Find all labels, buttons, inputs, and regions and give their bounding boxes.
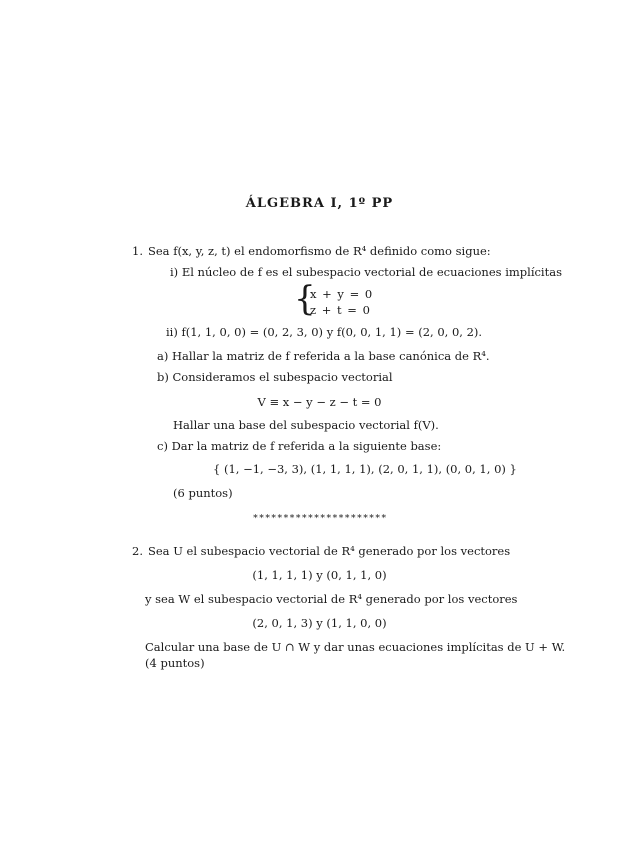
problem-2-number: 2. <box>132 544 143 558</box>
problem-1-number: 1. <box>132 244 143 258</box>
problem-2-points: (4 puntos) <box>145 656 205 670</box>
implicit-system-brace: { <box>294 279 316 319</box>
problem-1-part-c: c) Dar la matriz de f referida a la siguiente base: <box>157 439 442 453</box>
problem-2-question: Calcular una base de U ∩ W y dar unas ecuaciones implícitas de U + W. <box>145 640 566 654</box>
problem-1-part-a: a) Hallar la matriz de f referida a la base canónica de R⁴. <box>157 349 490 363</box>
problem-1-intro: Sea f(x, y, z, t) el endomorfismo de R⁴ definido como sigue: <box>148 244 491 258</box>
vectors-w: (2, 0, 1, 3) y (1, 1, 0, 0) <box>252 616 387 630</box>
separator-stars: ∗∗∗∗∗∗∗∗∗∗∗∗∗∗∗∗∗∗∗∗∗∗ <box>252 512 387 522</box>
problem-1-part-b-question: Hallar una base del subespacio vectorial f(V). <box>173 418 439 432</box>
subspace-v-equation: V ≡ x − y − z − t = 0 <box>257 395 382 409</box>
problem-1-condition-ii: ii) f(1, 1, 0, 0) = (0, 2, 3, 0) y f(0, 0, 1, 1) = (2, 0, 0, 2). <box>166 325 483 339</box>
problem-1-condition-i: i) El núcleo de f es el subespacio vectorial de ecuaciones implícitas <box>170 265 562 279</box>
problem-2-intro: Sea U el subespacio vectorial de R⁴ generado por los vectores <box>148 544 511 558</box>
basis-set: { (1, −1, −3, 3), (1, 1, 1, 1), (2, 0, 1, 1), (0, 0, 1, 0) } <box>213 462 517 476</box>
problem-1-part-b: b) Consideramos el subespacio vectorial <box>157 370 393 384</box>
vectors-u: (1, 1, 1, 1) y (0, 1, 1, 0) <box>252 568 387 582</box>
problem-1-points: (6 puntos) <box>173 486 233 500</box>
page-title: ÁLGEBRA I, 1º PP <box>245 196 394 211</box>
implicit-system-line-1: x + y = 0 <box>310 287 374 301</box>
problem-2-w-text: y sea W el subespacio vectorial de R⁴ generado por los vectores <box>145 592 518 606</box>
implicit-system-line-2: z + t = 0 <box>310 303 371 317</box>
